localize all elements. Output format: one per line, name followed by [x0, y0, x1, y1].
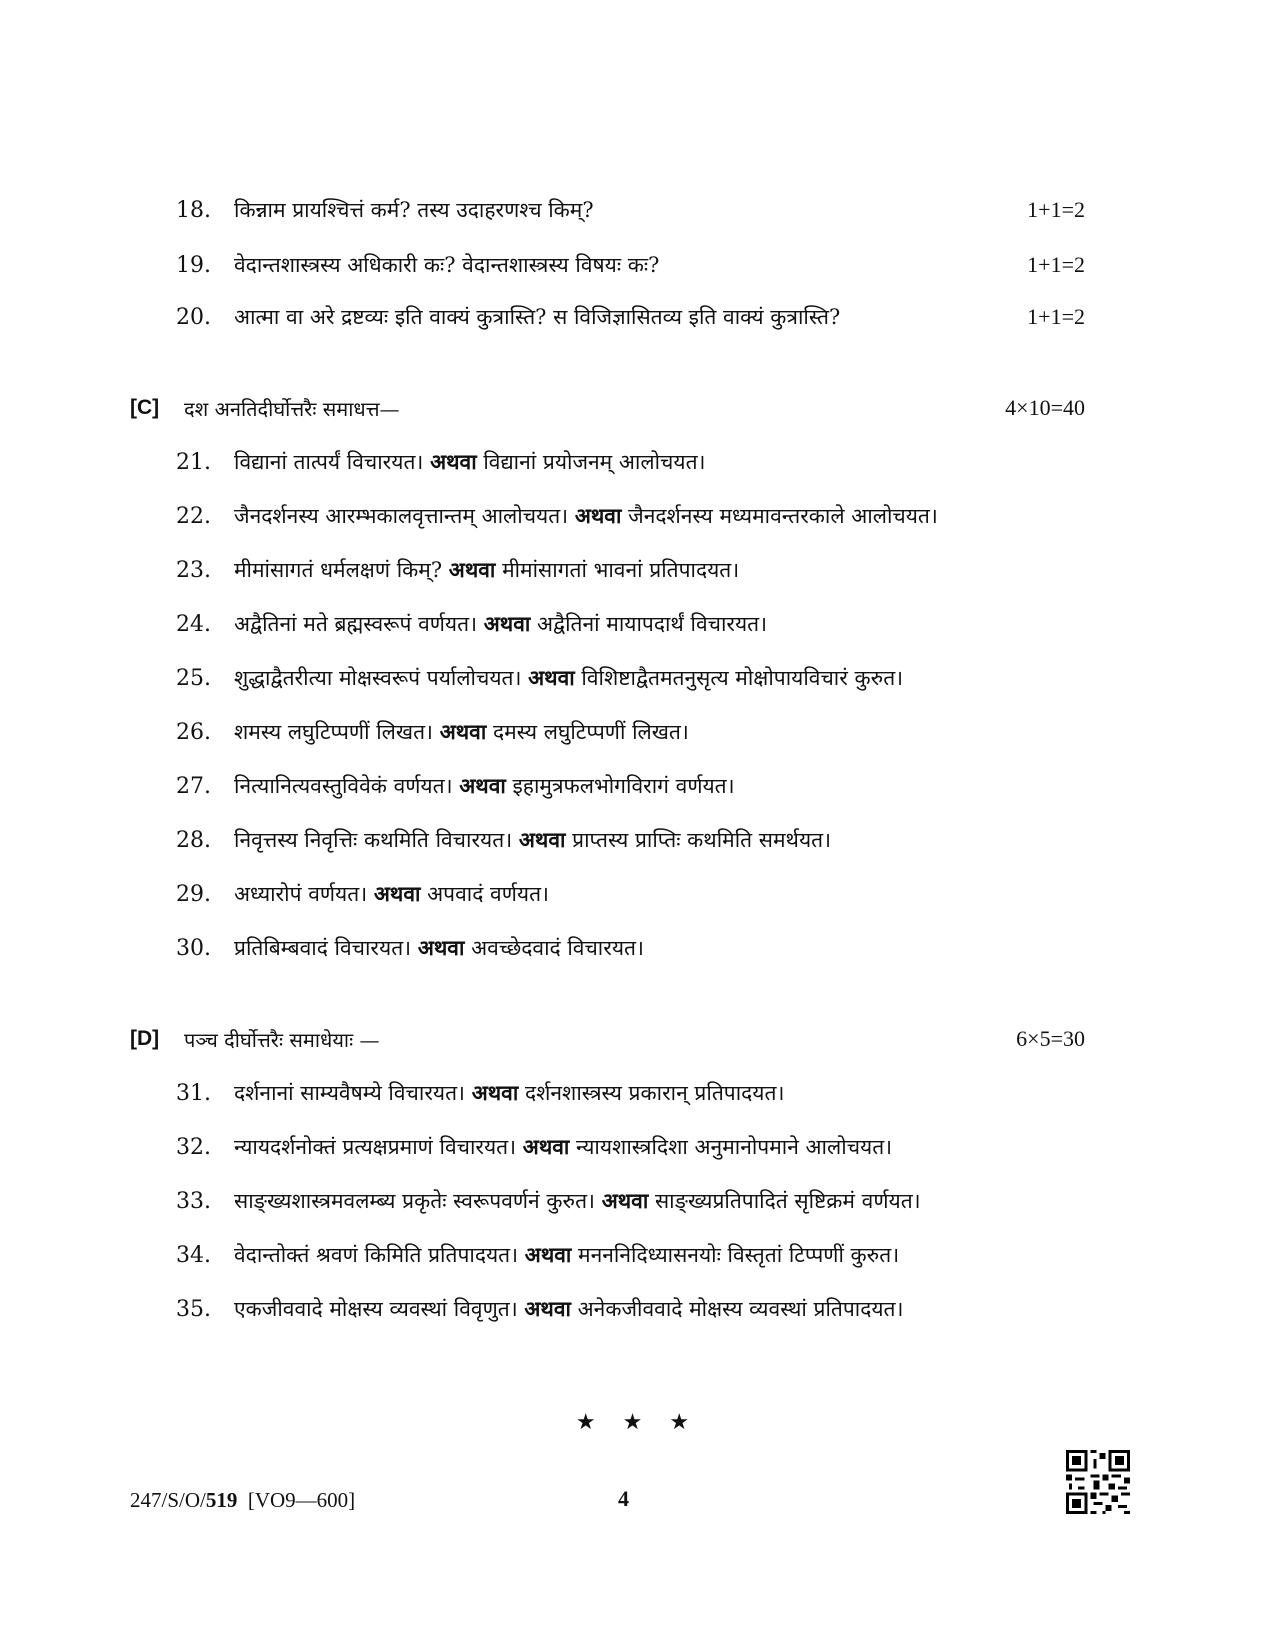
question-text — [234, 934, 1085, 962]
option-a: न्यायदर्शनोक्तं प्रत्यक्षप्रमाणं विचारयत। — [234, 1135, 517, 1159]
or-label: अथवा — [439, 719, 487, 744]
question-text — [234, 718, 1085, 746]
question-number: 22. — [176, 503, 211, 529]
or-label: अथवा — [483, 611, 531, 636]
or-label: अथवा — [528, 665, 575, 690]
section-label: [D] — [130, 1027, 160, 1050]
option-a: निवृत्तस्य निवृत्तिः कथमिति विचारयत। — [234, 828, 513, 852]
question-text — [234, 1187, 1085, 1215]
or-label: अथवा — [601, 1188, 649, 1213]
option-b: दर्शनशास्त्रस्य प्रकारान् प्रतिपादयत। — [524, 1081, 785, 1105]
question-number: 21. — [176, 449, 211, 475]
option-b: अवच्छेदवादं विचारयत। — [471, 936, 644, 960]
question-marks: 1+1=2 — [1027, 252, 1085, 277]
question-number: 33. — [176, 1188, 211, 1214]
question-number: 25. — [176, 665, 211, 691]
question-32 — [176, 1127, 1085, 1167]
paper-code-suffix: [VO9—600] — [247, 1488, 356, 1512]
or-label: अथवा — [522, 1134, 570, 1159]
option-b: विशिष्टाद्वैतमतनुसृत्य मोक्षोपायविचारं कुरुत। — [581, 666, 904, 690]
paper-code-number: 519 — [205, 1488, 238, 1512]
option-a: जैनदर्शनस्य आरम्भकालवृत्तान्तम् आलोचयत। — [234, 504, 569, 528]
option-a: वेदान्तोक्तं श्रवणं किमिति प्रतिपादयत। — [234, 1243, 519, 1267]
option-b: साङ्ख्यप्रतिपादितं सृष्टिक्रमं वर्णयत। — [654, 1189, 921, 1213]
section-d-header — [130, 1019, 1085, 1059]
page-number: 4 — [618, 1486, 629, 1511]
question-25 — [176, 658, 1085, 698]
question-number: 27. — [176, 773, 211, 799]
question-text: किन्नाम प्रायश्चित्तं कर्म? तस्य उदाहरणश्च किम्? — [234, 198, 594, 222]
question-number: 20. — [176, 304, 211, 330]
option-b: न्यायशास्त्रदिशा अनुमानोपमाने आलोचयत। — [576, 1135, 893, 1159]
option-b: मीमांसागतां भावनां प्रतिपादयत। — [502, 558, 740, 582]
option-a: शुद्धाद्वैतरीत्या मोक्षस्वरूपं पर्यालोचयत। — [234, 666, 522, 690]
question-34 — [176, 1235, 1085, 1275]
question-text — [234, 1133, 1085, 1161]
question-number: 32. — [176, 1134, 211, 1160]
or-label: अथवा — [471, 1080, 519, 1105]
paper-code-prefix: 247/S/O/ — [130, 1488, 206, 1512]
question-20 — [176, 297, 1085, 337]
option-a: विद्यानां तात्पर्यं विचारयत। — [234, 450, 424, 474]
question-number: 26. — [176, 719, 211, 745]
option-b: दमस्य लघुटिप्पणीं लिखत। — [492, 720, 689, 744]
question-number: 34. — [176, 1242, 211, 1268]
question-31 — [176, 1073, 1085, 1113]
option-a: अध्यारोपं वर्णयत। — [234, 882, 368, 906]
question-text — [234, 664, 1085, 692]
option-b: विद्यानां प्रयोजनम् आलोचयत। — [483, 450, 706, 474]
question-text — [234, 610, 1085, 638]
or-label: अथवा — [518, 827, 566, 852]
option-a: एकजीववादे मोक्षस्य व्यवस्थां विवृणुत। — [234, 1297, 518, 1321]
question-number: 23. — [176, 557, 211, 583]
question-27 — [176, 766, 1085, 806]
question-number: 18. — [176, 197, 211, 223]
section-label: [C] — [130, 396, 160, 419]
paper-code — [130, 1488, 355, 1513]
question-marks: 1+1=2 — [1027, 197, 1085, 222]
question-26 — [176, 712, 1085, 752]
question-number: 30. — [176, 935, 211, 961]
option-a: साङ्ख्यशास्त्रमवलम्ब्य प्रकृतेः स्वरूपवर्णनं कुरुत। — [234, 1189, 596, 1213]
question-text — [234, 880, 1085, 908]
question-19 — [176, 245, 1085, 285]
question-35 — [176, 1289, 1085, 1329]
option-a: अद्वैतिनां मते ब्रह्मस्वरूपं वर्णयत। — [234, 612, 478, 636]
or-label: अथवा — [574, 503, 622, 528]
section-instruction: दश अनतिदीर्घोत्तरैः समाधत्त— — [184, 396, 400, 421]
or-label: अथवा — [430, 449, 477, 474]
or-label: अथवा — [524, 1242, 572, 1267]
question-29 — [176, 874, 1085, 914]
question-21 — [176, 442, 1085, 482]
option-b: अद्वैतिनां मायापदार्थं विचारयत। — [537, 612, 768, 636]
question-text — [234, 826, 1085, 854]
option-b: इहामुत्रफलभोगविरागं वर्णयत। — [512, 774, 735, 798]
end-stars: ★ ★ ★ — [575, 1410, 700, 1435]
question-30 — [176, 928, 1085, 968]
question-24 — [176, 604, 1085, 644]
question-text — [234, 502, 1085, 530]
question-text — [234, 772, 1085, 800]
or-label: अथवा — [417, 935, 465, 960]
question-number: 35. — [176, 1296, 211, 1322]
question-28 — [176, 820, 1085, 860]
question-number: 28. — [176, 827, 211, 853]
question-text: वेदान्तशास्त्रस्य अधिकारी कः? वेदान्तशास्त्रस्य विषयः कः? — [234, 253, 660, 277]
question-text — [234, 448, 1085, 476]
or-label: अथवा — [448, 557, 496, 582]
question-number: 31. — [176, 1080, 211, 1106]
question-33 — [176, 1181, 1085, 1221]
section-marks: 6×5=30 — [1016, 1026, 1085, 1051]
question-number: 24. — [176, 611, 211, 637]
section-instruction: पञ्च दीर्घोत्तरैः समाधेयाः — — [184, 1027, 380, 1052]
question-text: आत्मा वा अरे द्रष्टव्यः इति वाक्यं कुत्रास्ति? स विजिज्ञासितव्य इति वाक्यं कुत्रास्ति? — [234, 305, 841, 329]
option-b: अनेकजीववादे मोक्षस्य व्यवस्थां प्रतिपादयत। — [577, 1297, 904, 1321]
question-number: 29. — [176, 881, 211, 907]
option-b: अपवादं वर्णयत। — [427, 882, 550, 906]
option-a: नित्यानित्यवस्तुविवेकं वर्णयत। — [234, 774, 453, 798]
qr-code-icon — [1066, 1450, 1130, 1514]
question-18 — [176, 190, 1085, 230]
question-marks: 1+1=2 — [1027, 304, 1085, 329]
option-a: प्रतिबिम्बवादं विचारयत। — [234, 936, 412, 960]
question-22 — [176, 496, 1085, 536]
or-label: अथवा — [373, 881, 421, 906]
option-b: मनननिदिध्यासनयोः विस्तृतां टिप्पणीं कुरुत। — [578, 1243, 900, 1267]
option-b: प्राप्तस्य प्राप्तिः कथमिति समर्थयत। — [572, 828, 832, 852]
option-a: दर्शनानां साम्यवैषम्ये विचारयत। — [234, 1081, 466, 1105]
question-text — [234, 556, 1085, 584]
option-b: जैनदर्शनस्य मध्यमावन्तरकाले आलोचयत। — [628, 504, 938, 528]
option-a: मीमांसागतं धर्मलक्षणं किम्? — [234, 558, 443, 582]
question-text — [234, 1079, 1085, 1107]
option-a: शमस्य लघुटिप्पणीं लिखत। — [234, 720, 434, 744]
section-c-header — [130, 388, 1085, 428]
question-text — [234, 1241, 1085, 1269]
section-marks: 4×10=40 — [1005, 395, 1085, 420]
or-label: अथवा — [524, 1296, 571, 1321]
question-23 — [176, 550, 1085, 590]
question-text — [234, 1295, 1085, 1323]
question-number: 19. — [176, 252, 211, 278]
or-label: अथवा — [459, 773, 506, 798]
